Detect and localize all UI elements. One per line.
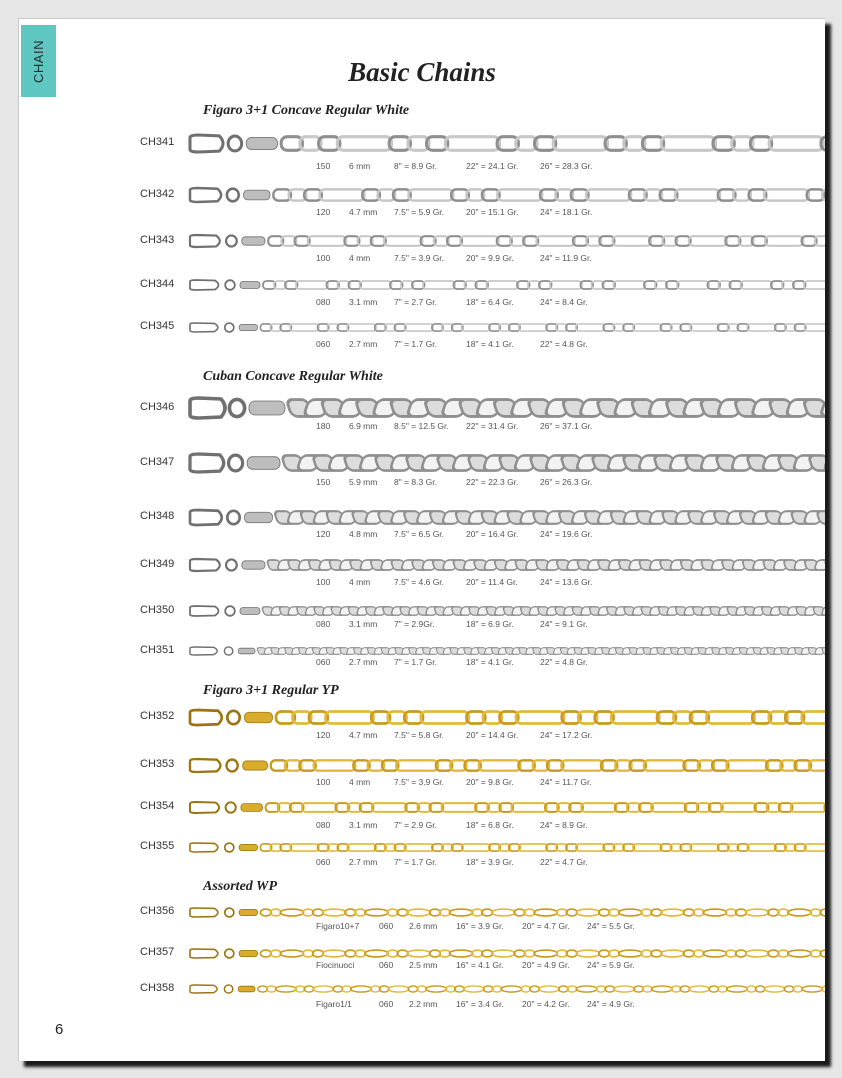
chain-image: [187, 451, 825, 475]
weight-by-length: 7.5" = 6.5 Gr.: [394, 529, 445, 539]
weight-by-length: 22" = 22.3 Gr.: [466, 477, 519, 487]
section-title: Cuban Concave Regular White: [203, 369, 383, 384]
chain-image: [187, 320, 825, 335]
chain-image: [187, 707, 825, 728]
weight-by-length: 20" = 16.4 Gr.: [466, 529, 519, 539]
gauge: 060: [316, 657, 331, 667]
weight-by-length: 7.5" = 5.9 Gr.: [394, 207, 445, 217]
weight-by-length: 24" = 11.7 Gr.: [540, 777, 592, 787]
weight-by-length: 18" = 3.9 Gr.: [466, 857, 514, 867]
chain-width: 2.7 mm: [349, 857, 378, 867]
weight-by-length: 8.5" = 12.5 Gr.: [394, 421, 449, 431]
weight-by-length: 24" = 13.6 Gr.: [540, 577, 593, 587]
weight-by-length: 8" = 8.9 Gr.: [394, 161, 437, 171]
weight-by-length: 22" = 4.8 Gr.: [540, 657, 588, 667]
chain-image: [187, 277, 825, 293]
weight-by-length: 7" = 1.7 Gr.: [394, 657, 437, 667]
product-code: CH354: [140, 800, 175, 812]
gauge: 080: [316, 820, 331, 830]
chain-width: 5.9 mm: [349, 477, 378, 487]
chain-width: 4 mm: [349, 577, 371, 587]
page-number: 6: [55, 1021, 64, 1038]
weight-by-length: 20" = 4.2 Gr.: [522, 999, 570, 1009]
weight-by-length: 26" = 37.1 Gr.: [540, 421, 593, 431]
gauge: 060: [379, 921, 394, 931]
product-code: CH357: [140, 946, 175, 958]
section-title: Figaro 3+1 Concave Regular White: [203, 103, 410, 118]
gauge: 150: [316, 161, 331, 171]
chain-width: 6 mm: [349, 161, 371, 171]
chain-width: 2.7 mm: [349, 339, 378, 349]
weight-by-length: 16" = 3.9 Gr.: [456, 921, 504, 931]
weight-by-length: 7.5" = 5.8 Gr.: [394, 730, 445, 740]
product-code: CH352: [140, 710, 175, 722]
chain-name: Figaro10+7: [316, 921, 360, 931]
gauge: 100: [316, 777, 331, 787]
weight-by-length: 18" = 6.4 Gr.: [466, 297, 514, 307]
weight-by-length: 7.5" = 3.9 Gr.: [394, 253, 445, 263]
chain-width: 4.8 mm: [349, 529, 378, 539]
weight-by-length: 7" = 1.7 Gr.: [394, 339, 437, 349]
product-code: CH355: [140, 840, 175, 852]
chain-image: [187, 132, 825, 155]
chain-image: [187, 905, 825, 920]
product-code: CH348: [140, 510, 175, 522]
product-code: CH346: [140, 401, 175, 413]
product-code: CH347: [140, 456, 175, 468]
weight-by-length: 24" = 18.1 Gr.: [540, 207, 593, 217]
weight-by-length: 24" = 19.6 Gr.: [540, 529, 593, 539]
chain-image: [187, 799, 825, 816]
product-code: CH341: [140, 136, 175, 148]
weight-by-length: 8" = 8.3 Gr.: [394, 477, 437, 487]
weight-by-length: 7" = 2.9Gr.: [394, 619, 435, 629]
section-title: Assorted WP: [203, 879, 278, 894]
gauge: 060: [379, 999, 394, 1009]
section-title: Figaro 3+1 Regular YP: [203, 683, 339, 698]
gauge: 100: [316, 577, 331, 587]
chain-width: 4 mm: [349, 253, 371, 263]
catalog-page: [18, 18, 825, 1061]
chain-image: [187, 556, 825, 574]
product-code: CH356: [140, 905, 175, 917]
weight-by-length: 20" = 15.1 Gr.: [466, 207, 519, 217]
weight-by-length: 24" = 17.2 Gr.: [540, 730, 593, 740]
weight-by-length: 22" = 24.1 Gr.: [466, 161, 519, 171]
chain-image: [187, 507, 825, 528]
gauge: 100: [316, 253, 331, 263]
weight-by-length: 18" = 4.1 Gr.: [466, 657, 514, 667]
weight-by-length: 20" = 9.8 Gr.: [466, 777, 514, 787]
product-code: CH358: [140, 982, 175, 994]
product-code: CH351: [140, 644, 175, 656]
weight-by-length: 7" = 1.7 Gr.: [394, 857, 437, 867]
weight-by-length: 24" = 9.1 Gr.: [540, 619, 588, 629]
gauge: 060: [316, 339, 331, 349]
weight-by-length: 7" = 2.9 Gr.: [394, 820, 437, 830]
category-tab-label: CHAIN: [31, 39, 47, 83]
weight-by-length: 7" = 2.7 Gr.: [394, 297, 437, 307]
chain-width: 4.7 mm: [349, 207, 378, 217]
gauge: 080: [316, 619, 331, 629]
chain-width: 3.1 mm: [349, 297, 378, 307]
chain-width: 4.7 mm: [349, 730, 378, 740]
product-code: CH353: [140, 758, 175, 770]
weight-by-length: 7.5" = 3.9 Gr.: [394, 777, 445, 787]
product-code: CH344: [140, 278, 175, 290]
gauge: 150: [316, 477, 331, 487]
weight-by-length: 16" = 3.4 Gr.: [456, 999, 504, 1009]
gauge: 060: [379, 960, 394, 970]
chain-width: 2.6 mm: [409, 921, 438, 931]
weight-by-length: 16" = 4.1 Gr.: [456, 960, 504, 970]
product-code: CH342: [140, 188, 175, 200]
weight-by-length: 20" = 11.4 Gr.: [466, 577, 518, 587]
gauge: 120: [316, 730, 331, 740]
weight-by-length: 18" = 6.9 Gr.: [466, 619, 514, 629]
chain-image: [187, 756, 825, 775]
chain-image: [187, 946, 825, 961]
chain-width: 2.2 mm: [409, 999, 438, 1009]
chain-image: [187, 395, 825, 421]
weight-by-length: 26" = 26.3 Gr.: [540, 477, 593, 487]
gauge: 180: [316, 421, 331, 431]
chain-width: 4 mm: [349, 777, 371, 787]
chain-image: [187, 982, 825, 996]
weight-by-length: 26" = 28.3 Gr.: [540, 161, 593, 171]
chain-width: 2.5 mm: [409, 960, 438, 970]
chain-width: 6.9 mm: [349, 421, 378, 431]
chain-width: 2.7 mm: [349, 657, 378, 667]
chain-width: 3.1 mm: [349, 820, 378, 830]
chain-width: 3.1 mm: [349, 619, 378, 629]
product-code: CH349: [140, 558, 175, 570]
gauge: 060: [316, 857, 331, 867]
gauge: 120: [316, 207, 331, 217]
weight-by-length: 24" = 4.9 Gr.: [587, 999, 635, 1009]
chain-image: [187, 603, 825, 619]
page-title: Basic Chains: [348, 57, 496, 87]
weight-by-length: 20" = 4.9 Gr.: [522, 960, 570, 970]
chain-image: [187, 840, 825, 855]
weight-by-length: 20" = 9.9 Gr.: [466, 253, 514, 263]
weight-by-length: 22" = 31.4 Gr.: [466, 421, 519, 431]
weight-by-length: 24" = 5.5 Gr.: [587, 921, 635, 931]
weight-by-length: 7.5" = 4.6 Gr.: [394, 577, 445, 587]
weight-by-length: 22" = 4.7 Gr.: [540, 857, 588, 867]
weight-by-length: 24" = 5.9 Gr.: [587, 960, 635, 970]
weight-by-length: 24" = 8.4 Gr.: [540, 297, 588, 307]
chain-image: [187, 644, 825, 658]
weight-by-length: 20" = 14.4 Gr.: [466, 730, 519, 740]
weight-by-length: 24" = 11.9 Gr.: [540, 253, 592, 263]
product-code: CH345: [140, 320, 175, 332]
weight-by-length: 24" = 8.9 Gr.: [540, 820, 588, 830]
chain-name: Fiocinuoci: [316, 960, 355, 970]
product-code: CH343: [140, 234, 175, 246]
gauge: 080: [316, 297, 331, 307]
gauge: 120: [316, 529, 331, 539]
product-code: CH350: [140, 604, 175, 616]
weight-by-length: 18" = 6.8 Gr.: [466, 820, 514, 830]
chain-image: [187, 185, 825, 205]
chain-image: [187, 232, 825, 250]
weight-by-length: 20" = 4.7 Gr.: [522, 921, 570, 931]
weight-by-length: 18" = 4.1 Gr.: [466, 339, 514, 349]
weight-by-length: 22" = 4.8 Gr.: [540, 339, 588, 349]
chain-name: Figaro1/1: [316, 999, 352, 1009]
